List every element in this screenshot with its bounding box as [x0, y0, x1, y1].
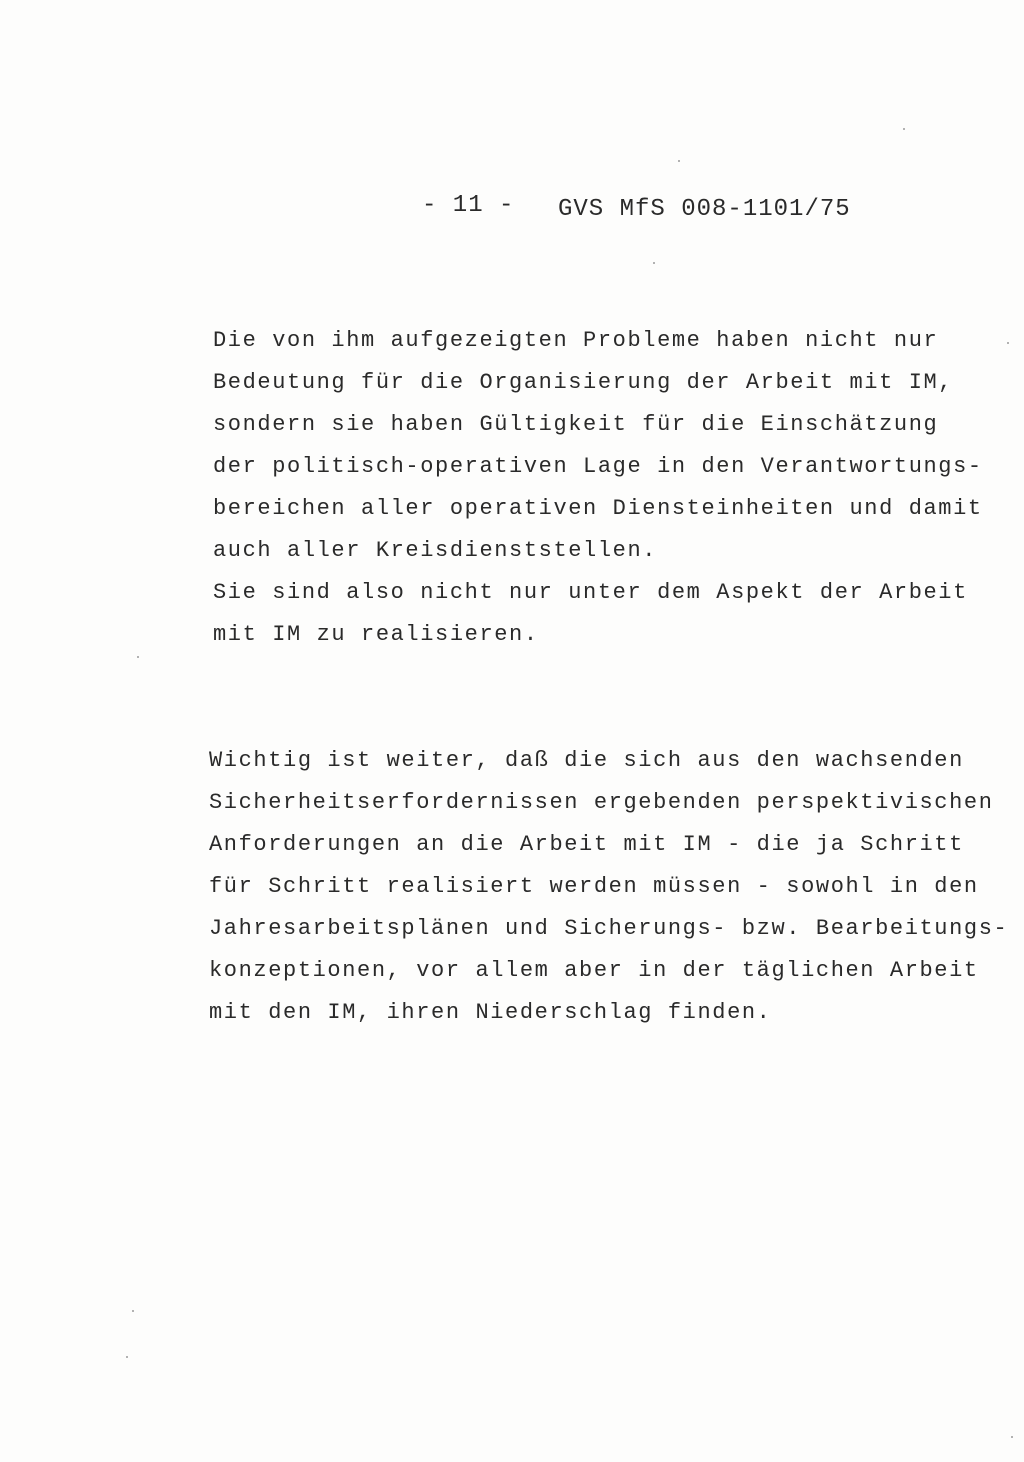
- paragraph-1: [213, 320, 983, 656]
- scan-speck: [132, 1310, 134, 1312]
- text-line: Jahresarbeitsplänen und Sicherungs- bzw. Bearbeitungs-: [209, 916, 1009, 941]
- scan-speck: [1007, 342, 1009, 344]
- text-line: Die von ihm aufgezeigten Probleme haben nicht nur: [213, 328, 939, 353]
- text-line: Bedeutung für die Organisierung der Arbeit mit IM,: [213, 370, 954, 395]
- scan-speck: [137, 656, 139, 658]
- scan-speck: [678, 160, 680, 162]
- text-line: konzeptionen, vor allem aber in der täglichen Arbeit: [209, 958, 979, 983]
- scan-speck: [653, 262, 655, 264]
- paragraph-2: [209, 740, 1008, 1034]
- text-line: Sie sind also nicht nur unter dem Aspekt der Arbeit: [213, 580, 968, 605]
- text-line: Sicherheitserfordernissen ergebenden perspektivischen: [209, 790, 994, 815]
- text-line: Wichtig ist weiter, daß die sich aus den wachsenden: [209, 748, 964, 773]
- text-line: der politisch-operativen Lage in den Verantwortungs-: [213, 454, 983, 479]
- page-number: - 11 -: [422, 192, 515, 219]
- page-header: [0, 188, 1024, 228]
- scan-speck: [1011, 1436, 1013, 1438]
- text-line: mit IM zu realisieren.: [213, 622, 539, 647]
- text-line: mit den IM, ihren Niederschlag finden.: [209, 1000, 772, 1025]
- text-line: bereichen aller operativen Diensteinheiten und damit: [213, 496, 983, 521]
- scan-speck: [126, 1356, 128, 1358]
- text-line: Anforderungen an die Arbeit mit IM - die ja Schritt: [209, 832, 964, 857]
- scan-speck: [903, 128, 905, 130]
- text-line: sondern sie haben Gültigkeit für die Einschätzung: [213, 412, 939, 437]
- text-line: auch aller Kreisdienststellen.: [213, 538, 658, 563]
- document-reference: GVS MfS 008-1101/75: [558, 196, 851, 223]
- text-line: für Schritt realisiert werden müssen - sowohl in den: [209, 874, 979, 899]
